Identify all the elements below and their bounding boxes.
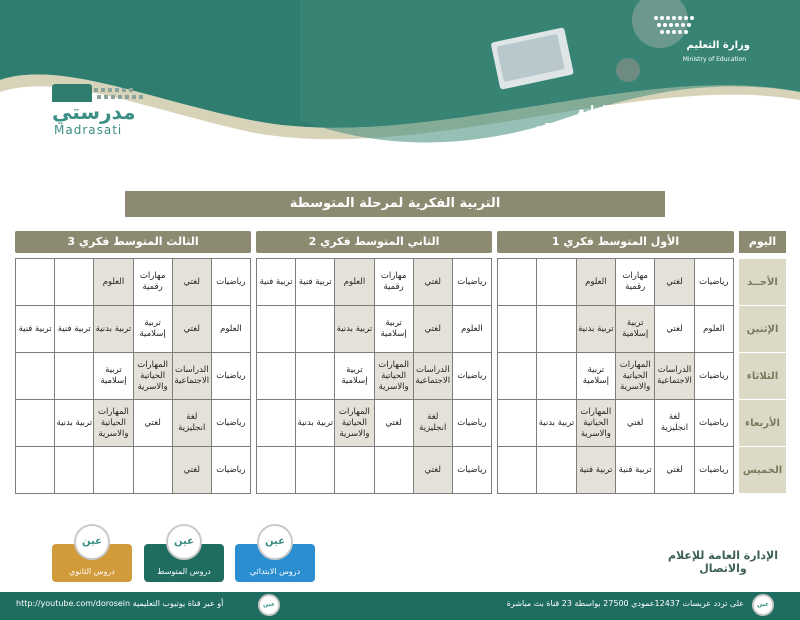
schedule-cell: المهارات الحياتية والاسرية [374,353,413,400]
schedule-cell: مهارات رقمية [374,259,413,306]
schedule-table-1 [497,258,734,494]
schedule-cell: لغتي [413,259,452,306]
schedule-cell: تربية إسلامية [335,353,374,400]
button-label: دروس الثانوي [69,567,115,576]
schedule-cell: تربية إسلامية [133,306,172,353]
schedule-cell [133,447,172,494]
ein-icon: عين [257,524,293,560]
schedule-cell: تربية بدنية [537,400,576,447]
schedule-cell: تربية فنية [296,259,335,306]
schedule-cell: العلوم [576,259,615,306]
schedule-cell [537,353,576,400]
secondary-lessons-button[interactable] [52,536,132,582]
schedule-cell: تربية بدنية [296,400,335,447]
button-label: دروس الابتدائي [249,567,301,576]
schedule-cell: لغتي [413,447,452,494]
schedule-table-3 [15,258,251,494]
ein-icon: عين [166,524,202,560]
schedule-cell: لغتي [655,306,694,353]
schedule-cell: لغتي [413,306,452,353]
day-wednesday: الأربعاء [739,400,786,447]
schedule-cell: المهارات الحياتية والاسرية [616,353,655,400]
group-header-1: الأول المتوسط فكري 1 [497,231,734,253]
schedule-cell: تربية فنية [257,259,296,306]
intermediate-lessons-button[interactable] [144,536,224,582]
schedule-cell: لغتي [172,447,211,494]
schedule-cell [296,306,335,353]
schedule-cell: رياضيات [452,259,491,306]
schedule-cell: تربية بدنية [335,306,374,353]
schedule-cell: تربية فنية [616,447,655,494]
schedule-cell: المهارات الحياتية والاسرية [335,400,374,447]
schedule-cell: تربية إسلامية [616,306,655,353]
schedule-cell: لغة انجليزية [172,400,211,447]
schedule-cell [537,306,576,353]
schedule-row [16,353,251,400]
schedule-cell [498,353,537,400]
schedule-row [257,400,492,447]
schedule-cell: مهارات رقمية [616,259,655,306]
tv-frequency-text: على تردد عربسات 12437عمودي 27500 بواسطة 23 قناة بث مباشرة [506,599,744,608]
schedule-cell [498,259,537,306]
schedule-cell [257,447,296,494]
schedule-cell [537,259,576,306]
schedule-cell: المهارات الحياتية والاسرية [94,400,133,447]
schedule-cell [16,400,55,447]
schedule-cell: لغتي [172,306,211,353]
schedule-cell: تربية بدنية [55,400,94,447]
schedule-cell: رياضيات [694,259,733,306]
schedule-row [257,353,492,400]
youtube-link[interactable]: http://youtube.com/dorosein أو عبر قناة يوتيوب التعليمية [16,599,224,608]
schedule-row [498,447,734,494]
schedule-cell: العلوم [335,259,374,306]
schedule-cell: رياضيات [452,400,491,447]
schedule-cell: تربية إسلامية [576,353,615,400]
schedule-row [498,259,734,306]
schedule-cell [257,400,296,447]
schedule-cell: رياضيات [211,400,250,447]
footer-bar [0,592,800,620]
schedule-cell [498,400,537,447]
schedule-cell: الدراسات الاجتماعية [655,353,694,400]
day-tuesday: الثلاثاء [739,353,786,400]
button-label: دروس المتوسط [157,567,211,576]
primary-lessons-button[interactable] [235,536,315,582]
schedule-cell: تربية فنية [16,306,55,353]
schedule-cell [498,447,537,494]
schedule-row [498,400,734,447]
ein-icon: عين [74,524,110,560]
schedule-cell [257,306,296,353]
schedule-cell [16,447,55,494]
schedule-row [257,306,492,353]
week-label: الأسبوع الرابع [577,103,660,117]
logo-word-ar: مدرستي [52,100,136,124]
ein-youtube-icon: عين [258,594,280,616]
schedule-row [257,447,492,494]
day-sunday: الأحــد [739,259,786,306]
schedule-table-2 [256,258,492,494]
logo-word-en: Madrasati [54,123,123,137]
schedule-cell: رياضيات [452,447,491,494]
schedule-cell: لغتي [655,259,694,306]
schedule-cell: تربية إسلامية [374,306,413,353]
schedule-cell: رياضيات [694,447,733,494]
ministry-name-en: Ministry of Education [682,56,746,63]
schedule-cell: تربية بدنية [576,306,615,353]
schedule-cell: لغتي [374,400,413,447]
schedule-cell [296,353,335,400]
schedule-row [16,447,251,494]
schedule-row [498,306,734,353]
schedule-cell [296,447,335,494]
schedule-cell [16,353,55,400]
day-column [739,259,786,494]
schedule-cell: العلوم [452,306,491,353]
madrasati-logo [50,80,170,140]
schedule-cell: مهارات رقمية [133,259,172,306]
schedule-cell [498,306,537,353]
day-thursday: الخميس [739,447,786,494]
schedule-cell [537,447,576,494]
schedule-cell: لغتي [133,400,172,447]
schedule-cell: لغتي [616,400,655,447]
schedule-row [257,259,492,306]
schedule-row [16,259,251,306]
ministry-dots-icon [650,12,698,36]
schedule-row [16,400,251,447]
schedule-cell: تربية إسلامية [94,353,133,400]
schedule-cell: رياضيات [211,353,250,400]
schedule-cell: المهارات الحياتية والاسرية [576,400,615,447]
schedule-cell: رياضيات [211,447,250,494]
group-header-2: الثاني المتوسط فكري 2 [256,231,492,253]
schedule-cell [374,447,413,494]
schedule-cell [94,447,133,494]
schedule-cell [55,447,94,494]
schedule-cell [55,259,94,306]
term-label: الفصل الثاني 1443هـ [531,121,660,135]
schedule-cell: الدراسات الاجتماعية [172,353,211,400]
day-column-header: اليوم [739,231,786,253]
schedule-cell [335,447,374,494]
schedule-cell: تربية فنية [576,447,615,494]
schedule-cell: رياضيات [694,400,733,447]
schedule-row [498,353,734,400]
week-info [500,101,660,137]
schedule-cell: رياضيات [211,259,250,306]
schedule-cell: رياضيات [694,353,733,400]
schedule-cell: العلوم [94,259,133,306]
schedule-cell: لغة انجليزية [413,400,452,447]
schedule-cell: تربية فنية [55,306,94,353]
ministry-name-ar: وزارة التعليم [686,40,750,51]
schedule-cell [55,353,94,400]
schedule-cell: العلوم [694,306,733,353]
schedule-cell [16,259,55,306]
page-title: التربية الفكرية لمرحلة المتوسطة [125,191,665,217]
schedule-cell: تربية بدنية [94,306,133,353]
schedule-cell: العلوم [211,306,250,353]
schedule-cell: لغة انجليزية [655,400,694,447]
schedule-cell: رياضيات [452,353,491,400]
schedule-cell: لغتي [655,447,694,494]
ein-tv-icon: عين [752,594,774,616]
schedule-cell: المهارات الحياتية والاسرية [133,353,172,400]
schedule-row [16,306,251,353]
day-monday: الإثنين [739,306,786,353]
group-header-3: الثالث المتوسط فكري 3 [15,231,251,253]
schedule-cell [257,353,296,400]
schedule-cell: لغتي [172,259,211,306]
authority-logo-text: الإدارة العامة للإعلام والاتصال [668,549,778,575]
schedule-cell: الدراسات الاجتماعية [413,353,452,400]
